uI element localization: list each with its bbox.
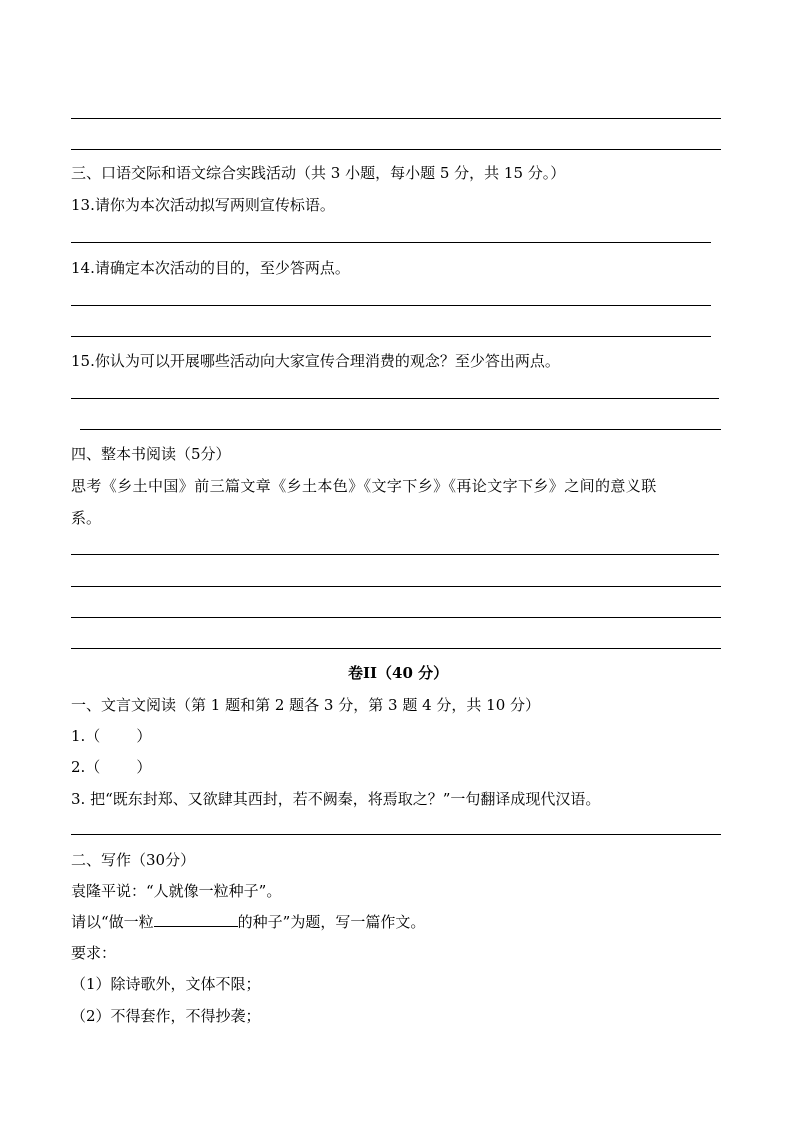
section-heading: 二、写作（30分） (71, 851, 196, 869)
section-prompt: 思考《乡土中国》前三篇文章《乡土本色》《文字下乡》《再论文字下乡》之间的意义联 (71, 477, 657, 495)
closing-paren: ） (136, 727, 152, 745)
question-number: 1.（ (71, 727, 101, 745)
answer-line (71, 398, 719, 399)
requirement-item: （2）不得套作，不得抄袭； (71, 1007, 261, 1025)
writing-quote: 袁隆平说：“人就像一粒种子”。 (71, 882, 282, 900)
answer-line (71, 242, 711, 243)
question-15: 15.你认为可以开展哪些活动向大家宣传合理消费的观念？至少答出两点。 (71, 352, 560, 370)
volume-title: 卷II（40 分） (348, 664, 449, 682)
answer-line (71, 586, 721, 587)
answer-line (71, 305, 711, 306)
question-3: 3. 把“既东封郑、又欲肆其西封，若不阙秦，将焉取之？”一句翻译成现代汉语。 (71, 790, 601, 808)
closing-paren: ） (136, 758, 152, 776)
title-blank[interactable] (154, 912, 238, 927)
requirement-item: （1）除诗歌外，文体不限； (71, 975, 261, 993)
question-1 (71, 726, 151, 746)
answer-line (71, 118, 721, 119)
answer-line (71, 554, 719, 555)
section-prompt: 系。 (71, 509, 102, 527)
answer-line (71, 336, 711, 337)
task-text: 请以“做一粒 (71, 913, 154, 931)
question-13: 13.请你为本次活动拟写两则宣传标语。 (71, 196, 335, 214)
task-text: 的种子”为题，写一篇作文。 (237, 913, 426, 931)
answer-line (80, 429, 721, 430)
section-heading: 三、口语交际和语文综合实践活动（共 3 小题，每小题 5 分，共 15 分。） (71, 164, 566, 182)
section-heading: 四、整本书阅读（5分） (71, 445, 231, 463)
answer-line (71, 834, 721, 835)
question-14: 14.请确定本次活动的目的，至少答两点。 (71, 259, 350, 277)
question-number: 2.（ (71, 758, 101, 776)
question-2 (71, 757, 151, 777)
requirements-label: 要求： (71, 944, 117, 962)
answer-line (71, 617, 721, 618)
answer-line (71, 149, 721, 150)
section-heading: 一、文言文阅读（第 1 题和第 2 题各 3 分，第 3 题 4 分，共 10 分） (71, 696, 541, 714)
answer-line (71, 648, 721, 649)
writing-task (71, 912, 425, 932)
